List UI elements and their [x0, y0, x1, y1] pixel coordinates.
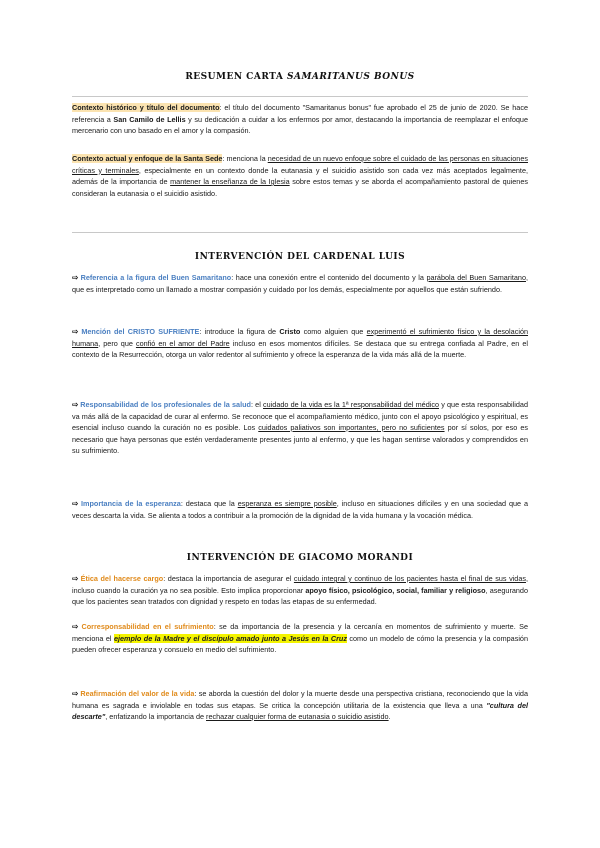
divider-middle [72, 232, 528, 233]
luis-samaritano-paragraph: ⇨ Referencia a la figura del Buen Samaritano: hace una conexión entre el contenido del documento y la parábola del Buen Samaritano, que es interpretado como un llamado a mostrar compasión y cuidado por los demás, especialmente por aquellos que están sufriendo. [72, 273, 528, 294]
luis-esperanza-paragraph: ⇨ Importancia de la esperanza: destaca que la esperanza es siempre posible, incluso en situaciones difíciles y en una sociedad que a veces descarta la vida. Se alienta a todos a contribuir a la promoción de la dignidad de la vida humana y la vocación médica. [72, 499, 528, 520]
arrow-icon: ⇨ [72, 622, 79, 631]
contexto-paragraph: Contexto histórico y título del documento: el título del documento "Samaritanus bonus" fue aprobado el 25 de junio de 2020. Se hace referencia a San Camilo de Lellis y su dedicación a cuidar a los enfermos por amor, destacando la importancia de reemplazar el enfoque mercenario con uno basado en el amor y la compasión. [72, 103, 528, 135]
luis-cristo-paragraph: ⇨ Mención del CRISTO SUFRIENTE: introduce la figura de Cristo como alguien que experimentó el sufrimiento físico y la desolación humana, pero que confió en el amor del Padre incluso en esos momentos difíciles. Se destaca que su entrega confiada al Padre, en el contexto de la Resurrección, otorga un valor redentor al sufrimiento y ofrece la esperanza de la vida más allá de la muerte. [72, 327, 529, 359]
giacomo-etica-paragraph: ⇨ Ética del hacerse cargo: destaca la importancia de asegurar el cuidado integral y continuo de los pacientes hasta el final de sus vidas, incluso cuando la curación ya no sea posible. Esto implica proporcionar apoyo físico, psicológico, social, familiar y religioso, asegurando que los pacientes sean tratados con dignidad y respeto en todas las etapas de su enfermedad. [72, 574, 529, 606]
document-title: RESUMEN CARTA SAMARITANUS BONUS [185, 72, 415, 82]
giacomo-reafirmacion-paragraph: ⇨ Reafirmación del valor de la vida: se aborda la cuestión del dolor y la muerte desde una perspectiva cristiana, reconociendo que la vida humana es sagrada e inviolable en todas sus etapas. Se critica la concepción utilitaria de la existencia que lleva a una "cultura del descarte", enfatizando la importancia de rechazar cualquier forma de eutanasia o suicidio asistido. [72, 689, 528, 721]
heading-luis: INTERVENCIÓN DEL CARDENAL LUIS [194, 252, 406, 262]
arrow-icon: ⇨ [72, 400, 79, 409]
actual-paragraph: Contexto actual y enfoque de la Santa Sede: menciona la necesidad de un nuevo enfoque sobre el cuidado de las personas en situaciones críticas y terminales, especialmente en un contexto donde la eutanasia y el suicidio asistido son cada vez más aceptados legalmente, además de la importancia de mantener la enseñanza de la Iglesia sobre estos temas y se aborda el acompañamiento pastoral de quienes consideran la eutanasia o el suicidio asistido. [72, 154, 528, 198]
arrow-icon: ⇨ [72, 273, 79, 282]
divider-top [72, 96, 528, 97]
arrow-icon: ⇨ [72, 327, 79, 336]
luis-profesionales-paragraph: ⇨ Responsabilidad de los profesionales de la salud: el cuidado de la vida es la 1ª responsabilidad del médico y que esta responsabilidad va más allá de la capacidad de curar al enfermo. Se reconoce que el acompañamiento médico, junto con el apoyo psicológico y espiritual, es esencial incluso cuando la curación no es posible. Los cuidados paliativos son importantes, pero no suficientes por sí solos, por eso es necesario que haya personas que estén verdaderamente presentes junto al enfermo, y que les hagan sentirse valorados y comprendidos en su sufrimiento. [72, 400, 528, 455]
giacomo-corresponsabilidad-paragraph: ⇨ Corresponsabilidad en el sufrimiento: se da importancia de la presencia y la cercanía en momentos de sufrimiento y muerte. Se menciona el ejemplo de la Madre y el discípulo amado junto a Jesús en la Cruz como un modelo de cómo la presencia y la compasión pueden ofrecer esperanza y consuelo en medio del sufrimiento. [72, 622, 528, 654]
arrow-icon: ⇨ [72, 574, 79, 583]
heading-giacomo: INTERVENCIÓN DE GIACOMO MORANDI [186, 553, 414, 563]
arrow-icon: ⇨ [72, 689, 79, 698]
arrow-icon: ⇨ [72, 499, 79, 508]
